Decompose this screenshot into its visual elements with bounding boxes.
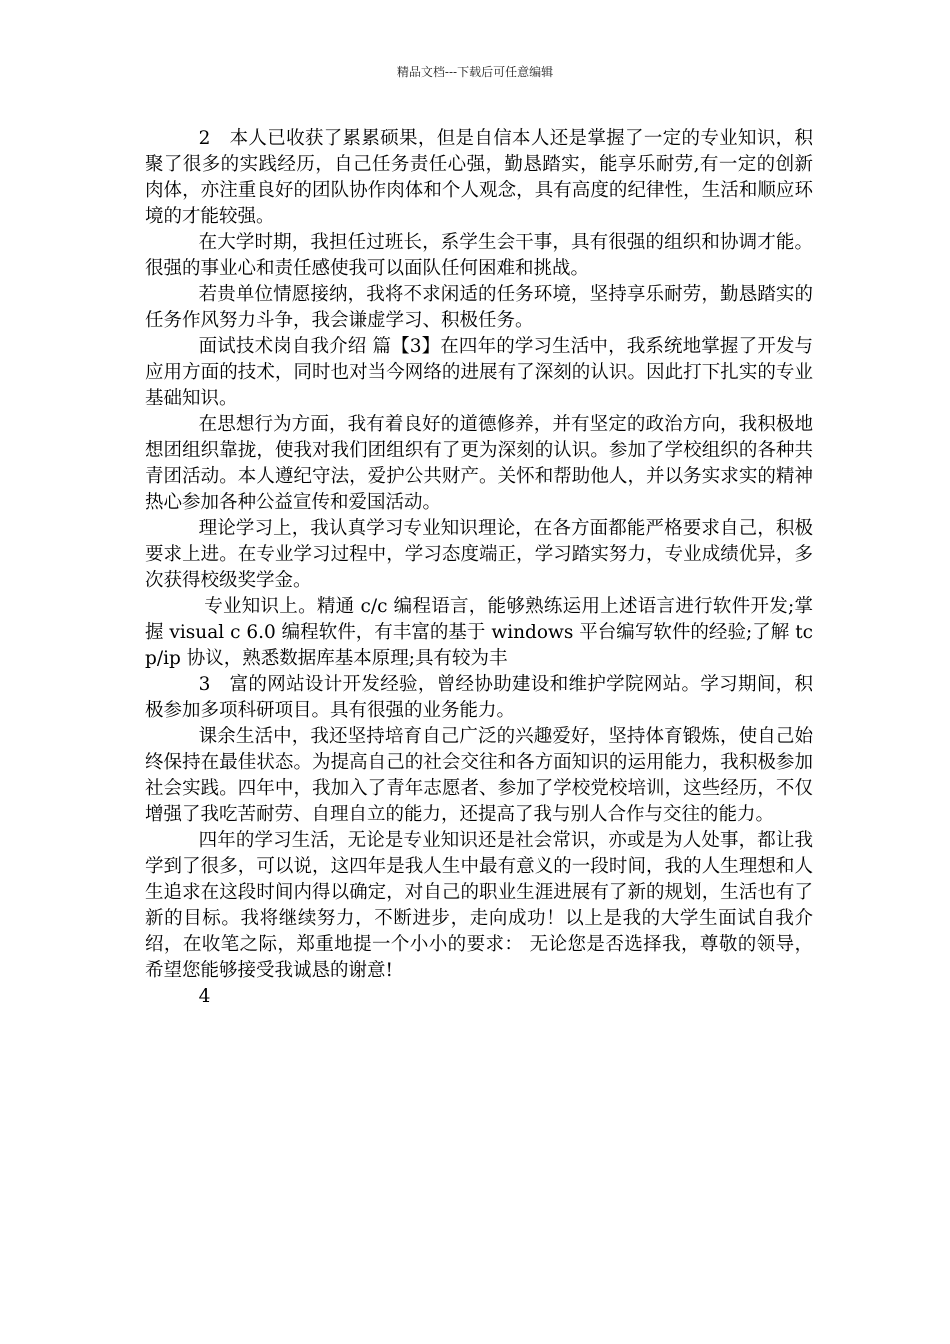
document-body [145, 126, 813, 1010]
paragraph-1: 2 本人已收获了累累硕果，但是自信本人还是掌握了一定的专业知识，积聚了很多的实践经历，自己任务责任心强，勤恳踏实，能享乐耐劳,有一定的创新肉体，亦注重良好的团队协作肉体和个人观念，具有高度的纪律性，生活和顺应环境的才能较强。 [145, 128, 813, 227]
paragraph-10: 四年的学习生活，无论是专业知识还是社会常识，亦或是为人处事，都让我学到了很多，可以说，这四年是我人生中最有意义的一段时间，我的人生理想和人生追求在这段时间内得以确定，对自己的职业生涯进展有了新的规划，生活也有了新的目标。我将继续努力，不断进步，走向成功！以上是我的大学生面试自我介绍，在收笔之际，郑重地提一个小小的要求： 无论您是否选择我，尊敬的领导，希望您能够接受我诚恳的谢意! [145, 830, 813, 981]
page-header: 精品文档---下载后可任意编辑 [396, 65, 554, 79]
paragraph-2: 在大学时期，我担任过班长，系学生会干事，具有很强的组织和协调才能。很强的事业心和责任感使我可以面队任何困难和挑战。 [145, 232, 813, 279]
paragraph-4: 面试技术岗自我介绍 篇【3】在四年的学习生活中，我系统地掌握了开发与应用方面的技术，同时也对当今网络的进展有了深刻的认识。因此打下扎实的专业基础知识。 [145, 336, 813, 409]
paragraph-3: 若贵单位情愿接纳，我将不求闲适的任务环境，坚持享乐耐劳，勤恳踏实的任务作风努力斗争，我会谦虚学习、积极任务。 [145, 284, 813, 331]
paragraph-9: 课余生活中，我还坚持培育自己广泛的兴趣爱好，坚持体育锻炼，使自己始终保持在最佳状态。为提高自己的社会交往和各方面知识的运用能力，我积极参加社会实践。四年中，我加入了青年志愿者、参加了学校党校培训，这些经历，不仅增强了我吃苦耐劳、自理自立的能力，还提高了我与别人合作与交往的能力。 [145, 726, 813, 825]
paragraph-6: 理论学习上，我认真学习专业知识理论，在各方面都能严格要求自己，积极要求上进。在专业学习过程中，学习态度端正，学习踏实努力，专业成绩优异，多次获得校级奖学金。 [145, 518, 813, 591]
paragraph-5: 在思想行为方面，我有着良好的道德修养，并有坚定的政治方向，我积极地想团组织靠拢，使我对我们团组织有了更为深刻的认识。参加了学校组织的各种共青团活动。本人遵纪守法，爱护公共财产。关怀和帮助他人，并以务实求实的精神热心参加各种公益宣传和爱国活动。 [145, 414, 813, 513]
page-number: 4 [198, 986, 211, 1007]
paragraph-8: 3 富的网站设计开发经验，曾经协助建设和维护学院网站。学习期间，积极参加多项科研项目。具有很强的业务能力。 [145, 674, 813, 721]
paragraph-7: 专业知识上。精通 c/c 编程语言，能够熟练运用上述语言进行软件开发;掌握 visual c 6.0 编程软件，有丰富的基于 windows 平台编写软件的经验;了解 tcp/ip 协议，熟悉数据库基本原理;具有较为丰 [145, 596, 813, 669]
